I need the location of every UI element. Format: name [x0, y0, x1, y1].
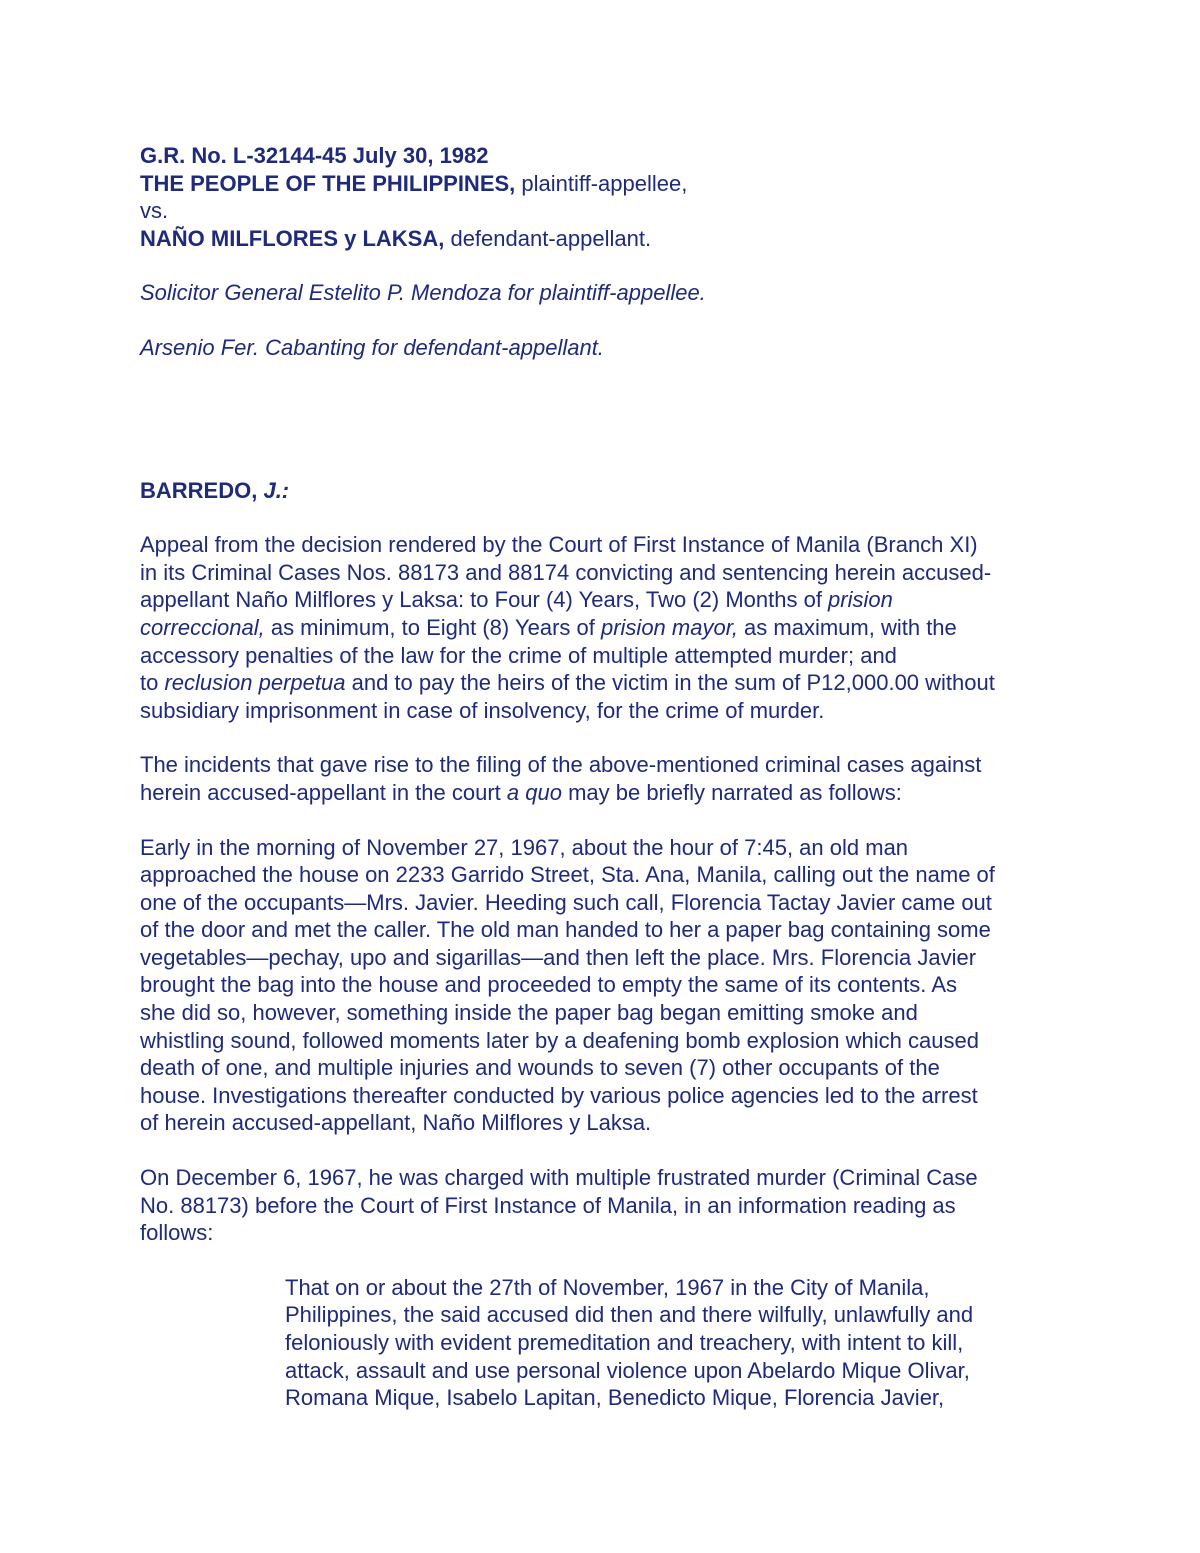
counsel-plaintiff: Solicitor General Estelito P. Mendoza for plaintiff-appellee.: [140, 280, 706, 306]
defendant-line: [140, 225, 1070, 253]
plaintiff-name: THE PEOPLE OF THE PHILIPPINES,: [140, 170, 516, 196]
text-line: The incidents that gave rise to the filing of the above-mentioned criminal cases against: [140, 752, 982, 778]
text-line: feloniously with evident premeditation and treachery, with intent to kill,: [285, 1330, 964, 1355]
text-run-italic: correccional,: [140, 614, 265, 640]
text-line: of the door and met the caller. The old man handed to her a paper bag containing some: [140, 917, 991, 943]
text-run-italic: reclusion perpetua: [164, 670, 346, 696]
plaintiff-line: [140, 170, 1070, 198]
text-line: she did so, however, something inside the paper bag began emitting smoke and: [140, 1000, 918, 1026]
paragraph-incidents: [140, 751, 1070, 806]
case-caption: [140, 142, 1070, 252]
text-line: [140, 669, 1070, 697]
ponente: [140, 477, 1070, 505]
text-line: attack, assault and use personal violence upon Abelardo Mique Olivar,: [285, 1357, 970, 1383]
block-quote-information: [285, 1274, 1045, 1412]
text-run: appellant Naño Milflores y Laksa: to Four (4) Years, Two (2) Months of: [140, 587, 829, 613]
text-line: Romana Mique, Isabelo Lapitan, Benedicto Mique, Florencia Javier,: [285, 1385, 945, 1411]
text-line: one of the occupants—Mrs. Javier. Heeding such call, Florencia Tactay Javier came out: [140, 889, 992, 915]
text-line: [140, 586, 1070, 614]
text-line: Early in the morning of November 27, 1967, about the hour of 7:45, an old man: [140, 834, 909, 860]
text-line: brought the bag into the house and proceeded to empty the same of its contents. As: [140, 972, 957, 998]
text-line: in its Criminal Cases Nos. 88173 and 88174 convicting and sentencing herein accused-: [140, 559, 992, 585]
ponente-name: BARREDO,: [140, 477, 258, 503]
text-run: as maximum, with the: [737, 614, 957, 640]
paragraph-charge: [140, 1164, 1070, 1247]
text-line: [140, 779, 1070, 807]
text-run: as minimum, to Eight (8) Years of: [264, 614, 601, 640]
text-line: [140, 614, 1070, 642]
text-line: approached the house on 2233 Garrido Street, Sta. Ana, Manila, calling out the name of: [140, 862, 995, 888]
text-line: follows:: [140, 1220, 214, 1246]
text-run: and to pay the heirs of the victim in the sum of P12,000.00 without: [345, 670, 995, 696]
defendant-role: defendant-appellant.: [444, 225, 652, 251]
text-run-italic: prision mayor,: [600, 614, 738, 640]
text-line: subsidiary imprisonment in case of insolvency, for the crime of murder.: [140, 697, 825, 723]
counsel-defendant: Arsenio Fer. Cabanting for defendant-appellant.: [140, 334, 604, 360]
ponente-title: J.:: [257, 477, 290, 503]
text-line: On December 6, 1967, he was charged with multiple frustrated murder (Criminal Case: [140, 1165, 978, 1191]
text-run: herein accused-appellant in the court: [140, 779, 507, 805]
paragraph-appeal: [140, 531, 1070, 724]
text-run-italic: prision: [828, 587, 893, 613]
plaintiff-role: plaintiff-appellee,: [515, 170, 688, 196]
versus: vs.: [140, 198, 169, 224]
text-line: No. 88173) before the Court of First Instance of Manila, in an information reading as: [140, 1192, 956, 1218]
text-line: That on or about the 27th of November, 1967 in the City of Manila,: [285, 1274, 930, 1300]
defendant-name: NAÑO MILFLORES y LAKSA,: [140, 225, 445, 251]
text-line: house. Investigations thereafter conducted by various police agencies led to the arrest: [140, 1082, 978, 1108]
text-run: may be briefly narrated as follows:: [561, 779, 902, 805]
text-line: vegetables—pechay, upo and sigarillas—and then left the place. Mrs. Florencia Javier: [140, 944, 977, 970]
text-line: death of one, and multiple injuries and wounds to seven (7) other occupants of the: [140, 1055, 940, 1081]
text-line: of herein accused-appellant, Naño Milflores y Laksa.: [140, 1110, 652, 1136]
text-line: Appeal from the decision rendered by the Court of First Instance of Manila (Branch XI): [140, 532, 978, 558]
paragraph-facts: [140, 834, 1070, 1138]
text-run-italic: a quo: [506, 779, 562, 805]
document-page: [140, 142, 1070, 1412]
text-run: to: [140, 670, 165, 696]
text-line: whistling sound, followed moments later by a deafening bomb explosion which caused: [140, 1027, 979, 1053]
gr-number: G.R. No. L-32144-45 July 30, 1982: [140, 143, 489, 168]
text-line: Philippines, the said accused did then and there wilfully, unlawfully and: [285, 1302, 974, 1328]
text-line: accessory penalties of the law for the crime of multiple attempted murder; and: [140, 642, 897, 668]
